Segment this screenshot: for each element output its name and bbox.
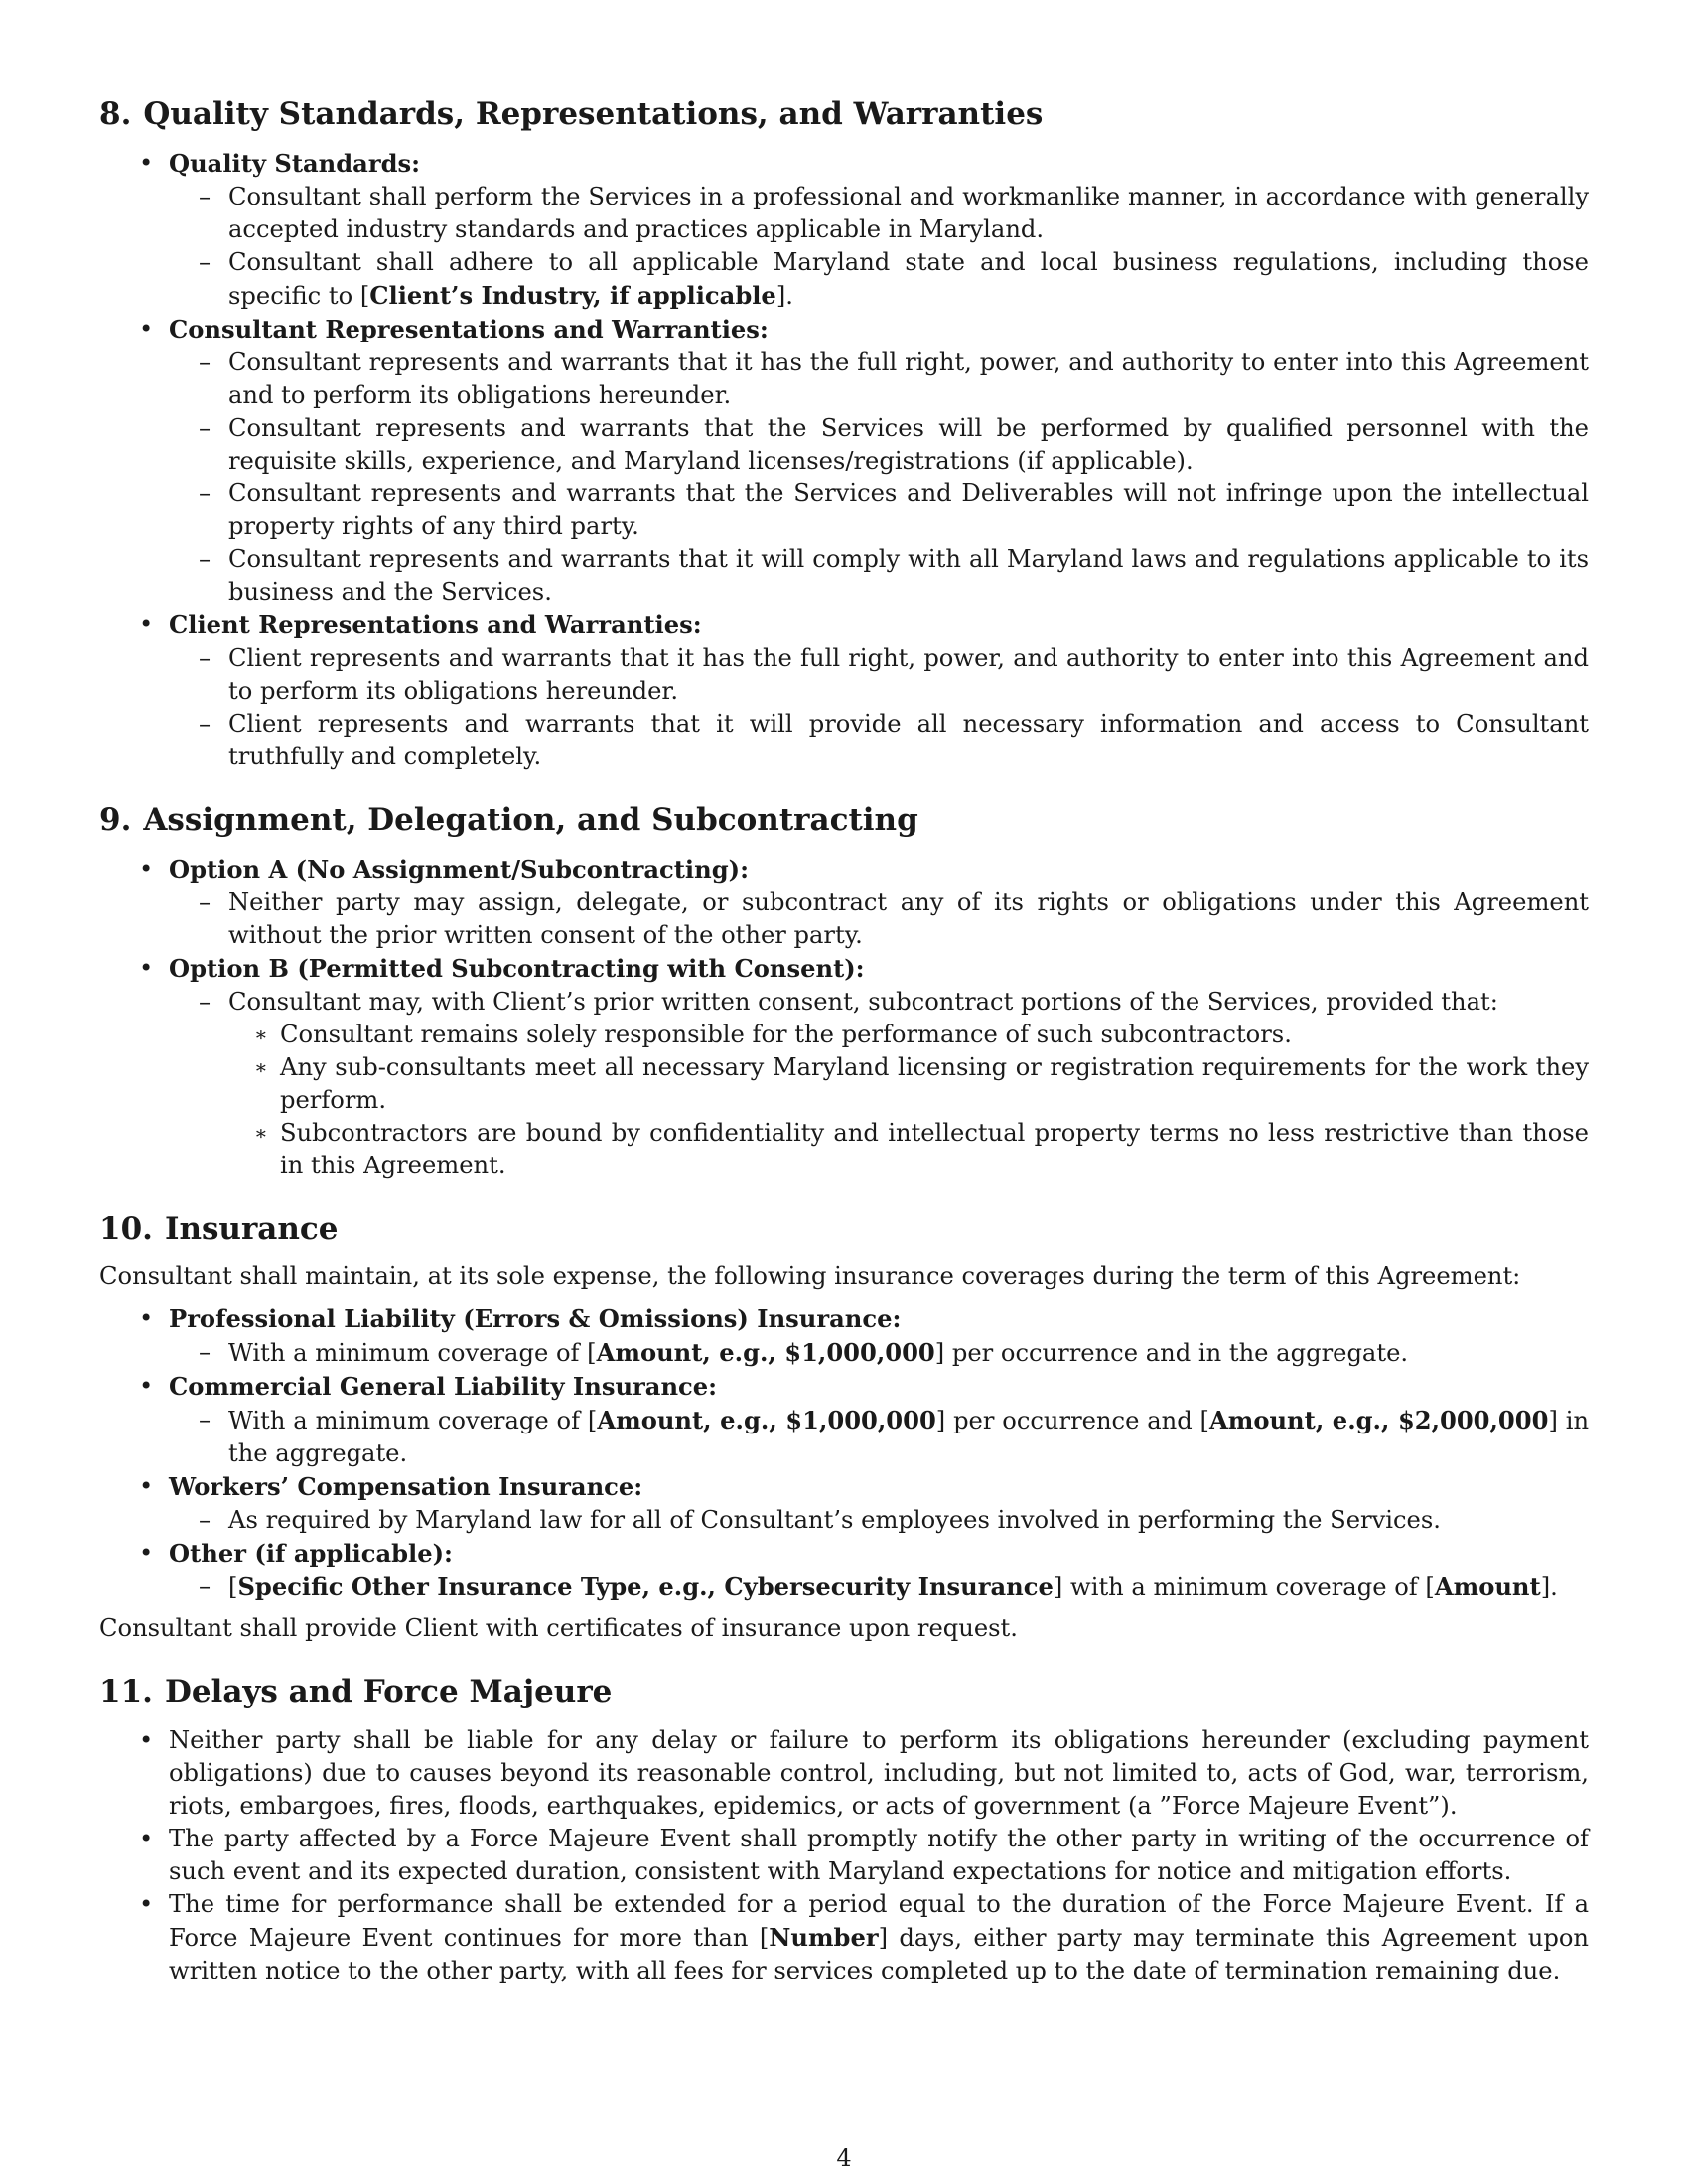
document-page [99, 89, 1589, 2009]
sub-sub-item [228, 1019, 1589, 1051]
sub-item-text: Consultant shall adhere to all applicable Maryland state and local business regulations, including those specific to [228, 248, 1589, 310]
sub-item-text: Client represents and warrants that it will provide all necessary information and access to Consultant truthfully and completely. [228, 710, 1589, 770]
page-number: 4 [836, 2144, 852, 2172]
sub-item-text: [ [228, 1573, 238, 1601]
item-text: Neither party shall be liable for any delay or failure to perform its obligations hereunder (excluding payment obligations) due to causes beyond its reasonable control, including, but not limited to, acts of God, war, terrorism, riots, embargoes, fires, floods, earthquakes, epidemics, or acts of government (a ”Force Majeure Event”). [169, 1726, 1589, 1820]
list-item [99, 609, 1589, 773]
sub-item [169, 887, 1589, 952]
bullet-icon: • [139, 1539, 154, 1567]
item-label: Option B (Permitted Subcontracting with Consent): [169, 954, 865, 983]
sub-item [169, 246, 1589, 313]
sub-item [169, 708, 1589, 773]
dash-icon: – [199, 414, 211, 442]
sub-item-text: Consultant represents and warrants that the Services and Deliverables will not infringe upon the intellectual property rights of any third party. [228, 479, 1589, 540]
sub-item [169, 412, 1589, 478]
bullet-icon: • [139, 855, 154, 883]
bracket: ]. [775, 282, 793, 310]
sub-list [169, 181, 1589, 313]
sub-list [169, 986, 1589, 1182]
sub-item [169, 181, 1589, 246]
sub-item [169, 642, 1589, 708]
outro-paragraph: Consultant shall provide Client with certificates of insurance upon request. [99, 1614, 1018, 1642]
list-item [99, 1370, 1589, 1470]
bullet-icon: • [139, 1372, 154, 1400]
section-number: 10. [99, 1211, 153, 1247]
placeholder-text: Number [769, 1923, 879, 1952]
list-item [99, 1823, 1589, 1888]
sub-item [169, 543, 1589, 609]
asterisk-icon: ∗ [254, 1055, 268, 1079]
bullet-icon: • [139, 1304, 154, 1332]
section-title: Insurance [164, 1211, 339, 1247]
dash-icon: – [199, 183, 211, 210]
bullet-icon: • [139, 149, 154, 177]
bullet-icon: • [139, 954, 154, 982]
list-item [99, 1888, 1589, 1987]
dash-icon: – [199, 1506, 211, 1534]
bullet-list [99, 147, 1589, 773]
sub-item-text: Client represents and warrants that it has the full right, power, and authority to enter into this Agreement and to perform its obligations hereunder. [228, 644, 1589, 705]
section-title: Delays and Force Majeure [164, 1674, 613, 1709]
section-heading [99, 795, 1589, 845]
dash-icon: – [199, 1338, 211, 1366]
list-item [99, 1724, 1589, 1823]
section-9 [99, 795, 1589, 1182]
bracket: [ [359, 282, 370, 310]
placeholder-text: Amount, e.g., $1,000,000 [597, 1406, 936, 1434]
sub-item-text: With a minimum coverage of [ [228, 1339, 597, 1367]
placeholder-text: Client’s Industry, if applicable [369, 281, 776, 310]
section-heading [99, 1204, 1589, 1254]
section-number: 11. [99, 1674, 153, 1709]
item-label: Option A (No Assignment/Subcontracting): [169, 855, 749, 884]
dash-icon: – [199, 479, 211, 507]
sub-sub-item-text: Subcontractors are bound by confidentiality and intellectual property terms no less restrictive than those in this Agreement. [280, 1119, 1589, 1179]
sub-item-text: With a minimum coverage of [ [228, 1407, 598, 1434]
sub-list [169, 1570, 1589, 1604]
section-10 [99, 1204, 1589, 1645]
placeholder-text: Amount, e.g., $2,000,000 [1208, 1406, 1549, 1434]
sub-item [169, 1336, 1589, 1370]
sub-item-text: ] with a minimum coverage of [ [1053, 1573, 1435, 1601]
item-label: Workers’ Compensation Insurance: [169, 1472, 643, 1501]
item-label: Consultant Representations and Warranties: [169, 315, 769, 343]
sub-list [169, 1404, 1589, 1470]
sub-item-text: Consultant shall perform the Services in a professional and workmanlike manner, in accordance with generally accepted industry standards and practices applicable in Maryland. [228, 183, 1589, 243]
list-item [99, 313, 1589, 609]
sub-item [169, 1404, 1589, 1470]
sub-item-text: ] per occurrence and [ [935, 1407, 1209, 1434]
dash-icon: – [199, 1406, 211, 1433]
section-8 [99, 89, 1589, 773]
section-title: Assignment, Delegation, and Subcontracting [143, 802, 918, 838]
dash-icon: – [199, 248, 211, 276]
sub-item [169, 1504, 1589, 1537]
intro-paragraph: Consultant shall maintain, at its sole expense, the following insurance coverages during the term of this Agreement: [99, 1262, 1521, 1290]
bullet-icon: • [139, 1472, 154, 1500]
section-number: 8. [99, 96, 132, 132]
dash-icon: – [199, 888, 211, 916]
sub-item-text: Neither party may assign, delegate, or subcontract any of its rights or obligations under this Agreement without the prior written consent of the other party. [228, 888, 1589, 949]
sub-sub-item [228, 1051, 1589, 1117]
dash-icon: – [199, 644, 211, 672]
item-label: Commercial General Liability Insurance: [169, 1372, 718, 1401]
sub-list [169, 1504, 1589, 1537]
sub-item-text: ] in the aggregate. [228, 1407, 1590, 1467]
sub-item-text: As required by Maryland law for all of Consultant’s employees involved in performing the Services. [228, 1506, 1441, 1534]
placeholder-text: Amount, e.g., $1,000,000 [596, 1338, 935, 1367]
list-item [99, 1470, 1589, 1537]
bullet-list [99, 1302, 1589, 1604]
sub-item-text: Consultant may, with Client’s prior written consent, subcontract portions of the Services, provided that: [228, 988, 1498, 1016]
sub-item [169, 1570, 1589, 1604]
sub-sub-item [228, 1117, 1589, 1182]
bullet-icon: • [139, 1825, 154, 1852]
sub-list [169, 887, 1589, 952]
sub-item [169, 478, 1589, 543]
sub-item-text: ] per occurrence and in the aggregate. [934, 1339, 1409, 1367]
list-item [99, 1537, 1589, 1604]
bullet-icon: • [139, 1890, 154, 1918]
sub-sub-list [228, 1019, 1589, 1182]
item-label: Client Representations and Warranties: [169, 611, 702, 639]
item-text: The time for performance shall be extended for a period equal to the duration of the Force Majeure Event. If a Force Majeure Event continues for more than [ [169, 1890, 1589, 1952]
sub-item [169, 986, 1589, 1182]
asterisk-icon: ∗ [254, 1023, 268, 1046]
section-heading [99, 1667, 1589, 1716]
section-heading [99, 89, 1589, 139]
list-item [99, 853, 1589, 952]
section-number: 9. [99, 802, 132, 838]
sub-item-text: ]. [1540, 1573, 1558, 1601]
sub-item-text: Consultant represents and warrants that it has the full right, power, and authority to enter into this Agreement and to perform its obligations hereunder. [228, 348, 1589, 409]
bullet-list [99, 853, 1589, 1182]
asterisk-icon: ∗ [254, 1121, 268, 1145]
sub-item [169, 346, 1589, 412]
sub-list [169, 1336, 1589, 1370]
sub-sub-item-text: Consultant remains solely responsible for the performance of such subcontractors. [280, 1021, 1292, 1048]
item-label: Professional Liability (Errors & Omissions) Insurance: [169, 1304, 902, 1333]
item-text: The party affected by a Force Majeure Event shall promptly notify the other party in writing of the occurrence of such event and its expected duration, consistent with Maryland expectations for notice and mitigation efforts. [169, 1825, 1589, 1885]
bullet-icon: • [139, 1726, 154, 1754]
sub-item-text: Consultant represents and warrants that the Services will be performed by qualified personnel with the requisite skills, experience, and Maryland licenses/registrations (if applicable). [228, 414, 1589, 475]
sub-sub-item-text: Any sub-consultants meet all necessary Maryland licensing or registration requirements for the work they perform. [280, 1053, 1589, 1114]
item-text: ] days, either party may terminate this Agreement upon written notice to the other party, with all fees for services completed up to the date of termination remaining due. [169, 1924, 1589, 1984]
dash-icon: – [199, 1572, 211, 1600]
bullet-icon: • [139, 315, 154, 342]
list-item [99, 952, 1589, 1182]
section-title: Quality Standards, Representations, and Warranties [143, 96, 1044, 132]
dash-icon: – [199, 348, 211, 376]
dash-icon: – [199, 988, 211, 1016]
sub-item-text: Consultant represents and warrants that it will comply with all Maryland laws and regulations applicable to its business and the Services. [228, 545, 1589, 606]
section-11 [99, 1667, 1589, 1987]
bullet-icon: • [139, 611, 154, 638]
placeholder-text: Specific Other Insurance Type, e.g., Cybersecurity Insurance [237, 1572, 1054, 1601]
dash-icon: – [199, 545, 211, 573]
placeholder-text: Amount [1434, 1572, 1541, 1601]
list-item [99, 147, 1589, 313]
list-item [99, 1302, 1589, 1370]
sub-list [169, 642, 1589, 773]
bullet-list [99, 1724, 1589, 1987]
item-label: Other (if applicable): [169, 1539, 453, 1568]
dash-icon: – [199, 710, 211, 738]
item-label: Quality Standards: [169, 149, 421, 178]
sub-list [169, 346, 1589, 609]
